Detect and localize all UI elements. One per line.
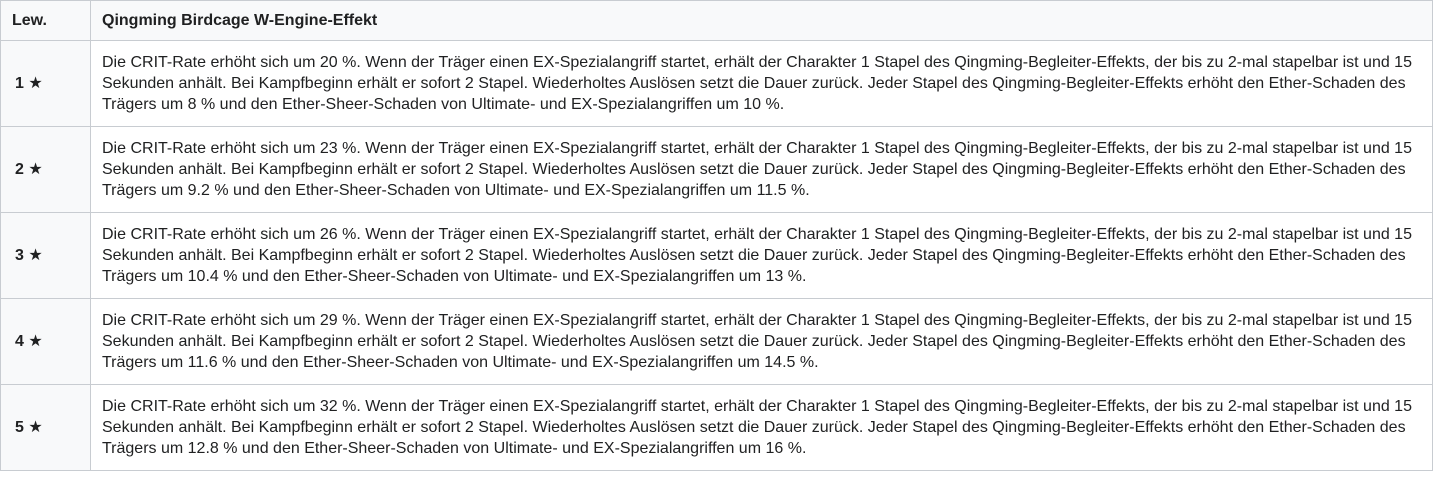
table-row — [1, 299, 1433, 385]
level-cell-2: 2 ★ — [1, 127, 91, 213]
table-row — [1, 213, 1433, 299]
level-cell-5: 5 ★ — [1, 385, 91, 471]
table-row — [1, 385, 1433, 471]
table-row — [1, 41, 1433, 127]
effect-cell-1: Die CRIT-Rate erhöht sich um 20 %. Wenn der Träger einen EX-Spezialangriff startet, erhält der Charakter 1 Stapel des Qingming-Begleiter-Effekts, der bis zu 2-mal stapelbar ist und 15 Sekunden anhält. Bei Kampfbeginn erhält er sofort 2 Stapel. Wiederholtes Auslösen setzt die Dauer zurück. Jeder Stapel des Qingming-Begleiter-Effekts erhöht den Ether-Schaden des Trägers um 8 % und den Ether-Sheer-Schaden von Ultimate- und EX-Spezialangriffen um 10 %. — [91, 41, 1433, 127]
level-cell-1: 1 ★ — [1, 41, 91, 127]
effect-cell-3: Die CRIT-Rate erhöht sich um 26 %. Wenn der Träger einen EX-Spezialangriff startet, erhält der Charakter 1 Stapel des Qingming-Begleiter-Effekts, der bis zu 2-mal stapelbar ist und 15 Sekunden anhält. Bei Kampfbeginn erhält er sofort 2 Stapel. Wiederholtes Auslösen setzt die Dauer zurück. Jeder Stapel des Qingming-Begleiter-Effekts erhöht den Ether-Schaden des Trägers um 10.4 % und den Ether-Sheer-Schaden von Ultimate- und EX-Spezialangriffen um 13 %. — [91, 213, 1433, 299]
column-header-effect: Qingming Birdcage W-Engine-Effekt — [91, 1, 1433, 41]
effect-cell-4: Die CRIT-Rate erhöht sich um 29 %. Wenn der Träger einen EX-Spezialangriff startet, erhält der Charakter 1 Stapel des Qingming-Begleiter-Effekts, der bis zu 2-mal stapelbar ist und 15 Sekunden anhält. Bei Kampfbeginn erhält er sofort 2 Stapel. Wiederholtes Auslösen setzt die Dauer zurück. Jeder Stapel des Qingming-Begleiter-Effekts erhöht den Ether-Schaden des Trägers um 11.6 % und den Ether-Sheer-Schaden von Ultimate- und EX-Spezialangriffen um 14.5 %. — [91, 299, 1433, 385]
effect-cell-5: Die CRIT-Rate erhöht sich um 32 %. Wenn der Träger einen EX-Spezialangriff startet, erhält der Charakter 1 Stapel des Qingming-Begleiter-Effekts, der bis zu 2-mal stapelbar ist und 15 Sekunden anhält. Bei Kampfbeginn erhält er sofort 2 Stapel. Wiederholtes Auslösen setzt die Dauer zurück. Jeder Stapel des Qingming-Begleiter-Effekts erhöht den Ether-Schaden des Trägers um 12.8 % und den Ether-Sheer-Schaden von Ultimate- und EX-Spezialangriffen um 16 %. — [91, 385, 1433, 471]
level-cell-3: 3 ★ — [1, 213, 91, 299]
effect-cell-2: Die CRIT-Rate erhöht sich um 23 %. Wenn der Träger einen EX-Spezialangriff startet, erhält der Charakter 1 Stapel des Qingming-Begleiter-Effekts, der bis zu 2-mal stapelbar ist und 15 Sekunden anhält. Bei Kampfbeginn erhält er sofort 2 Stapel. Wiederholtes Auslösen setzt die Dauer zurück. Jeder Stapel des Qingming-Begleiter-Effekts erhöht den Ether-Schaden des Trägers um 9.2 % und den Ether-Sheer-Schaden von Ultimate- und EX-Spezialangriffen um 11.5 %. — [91, 127, 1433, 213]
table-row — [1, 127, 1433, 213]
column-header-level: Lew. — [1, 1, 91, 41]
table-header-row — [1, 1, 1433, 41]
level-cell-4: 4 ★ — [1, 299, 91, 385]
